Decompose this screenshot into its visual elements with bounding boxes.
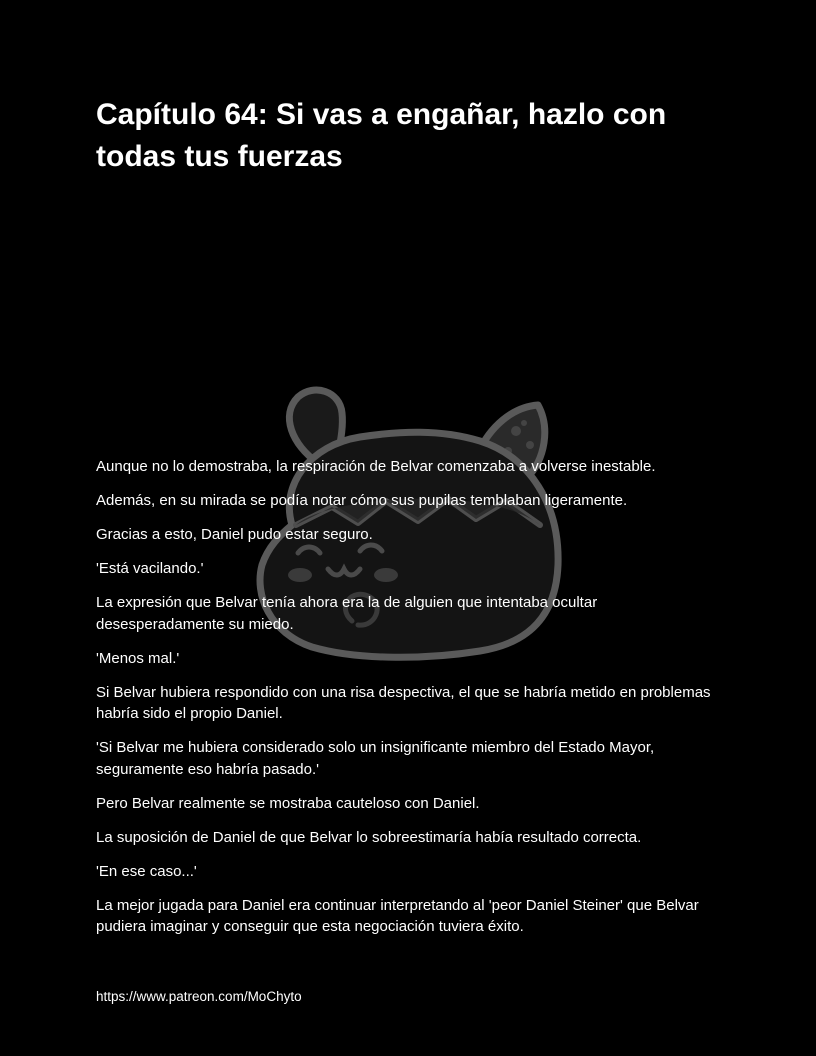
paragraph: 'En ese caso...' [96, 862, 197, 880]
paragraph: Gracias a esto, Daniel pudo estar seguro. [96, 526, 373, 543]
chapter-body [96, 456, 726, 950]
paragraph: 'Está vacilando.' [96, 560, 204, 577]
paragraph: Pero Belvar realmente se mostraba cauteloso con Daniel. [96, 794, 480, 812]
chapter-title: Capítulo 64: Si vas a engañar, hazlo con todas tus fuerzas [96, 98, 667, 173]
paragraph: Aunque no lo demostraba, la respiración de Belvar comenzaba a volverse inestable. [96, 458, 656, 475]
paragraph: 'Menos mal.' [96, 649, 180, 667]
paragraph: Además, en su mirada se podía notar cómo sus pupilas temblaban ligeramente. [96, 492, 628, 509]
paragraph: La suposición de Daniel de que Belvar lo sobreestimaría había resultado correcta. [96, 828, 642, 846]
paragraph: 'Si Belvar me hubiera considerado solo un insignificante miembro del Estado Mayor, seguramente eso habría pasado.' [96, 739, 655, 778]
paragraph: La expresión que Belvar tenía ahora era la de alguien que intentaba ocultar desesperadamente su miedo. [96, 594, 598, 633]
paragraph: Si Belvar hubiera respondido con una risa despectiva, el que se habría metido en problemas habría sido el propio Daniel. [96, 683, 711, 722]
paragraph: La mejor jugada para Daniel era continuar interpretando al 'peor Daniel Steiner' que Belvar pudiera imaginar y conseguir que esta negociación tuviera éxito. [96, 896, 699, 935]
patreon-link[interactable]: https://www.patreon.com/MoChyto [96, 989, 302, 1004]
